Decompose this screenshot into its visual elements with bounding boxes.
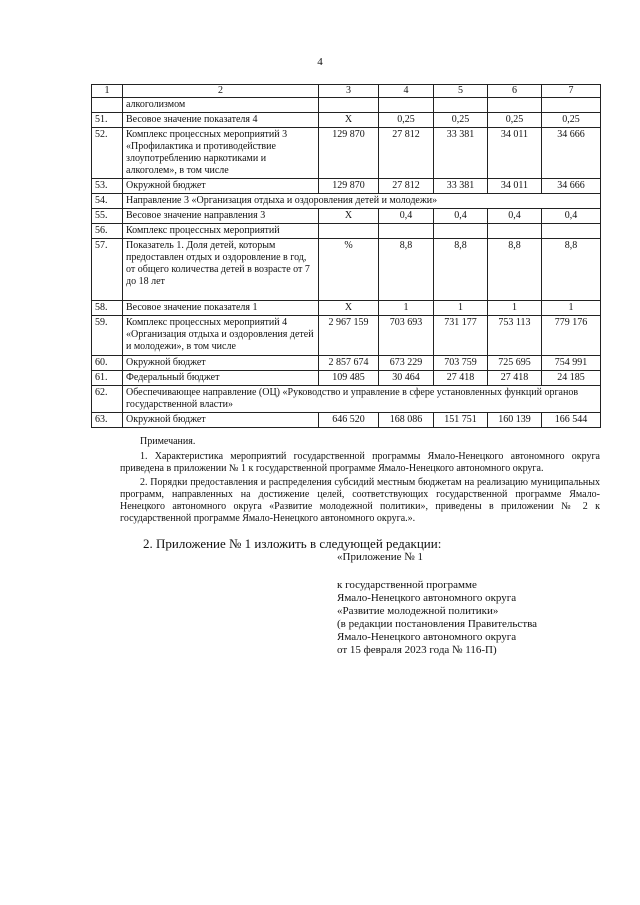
table-row bbox=[92, 371, 601, 386]
value-cell: 34 011 bbox=[488, 179, 542, 194]
row-number-cell: 55. bbox=[92, 209, 123, 224]
value-cell: 0,4 bbox=[488, 209, 542, 224]
value-cell bbox=[542, 98, 601, 113]
value-cell: 2 857 674 bbox=[319, 356, 379, 371]
row-number-cell: 59. bbox=[92, 316, 123, 356]
header-cell: 6 bbox=[488, 85, 542, 98]
row-number-cell: 56. bbox=[92, 224, 123, 239]
value-cell bbox=[379, 98, 434, 113]
row-name-cell: Окружной бюджет bbox=[123, 179, 319, 194]
value-cell: 24 185 bbox=[542, 371, 601, 386]
appendix-label: «Приложение № 1 bbox=[337, 551, 424, 563]
value-cell: 30 464 bbox=[379, 371, 434, 386]
value-cell: 0,25 bbox=[434, 113, 488, 128]
value-cell: 109 485 bbox=[319, 371, 379, 386]
table-header-row bbox=[92, 85, 601, 98]
value-cell: 8,8 bbox=[542, 239, 601, 301]
value-cell: 0,25 bbox=[379, 113, 434, 128]
row-name-cell: Комплекс процессных мероприятий 3 «Профилактика и противодействие злоупотреблению наркотиками и алкоголем», в том числе bbox=[123, 128, 319, 179]
appendix-line: «Развитие молодежной политики» bbox=[337, 605, 499, 617]
value-cell: X bbox=[319, 113, 379, 128]
table-row bbox=[92, 179, 601, 194]
value-cell: 0,4 bbox=[434, 209, 488, 224]
value-cell: 166 544 bbox=[542, 413, 601, 428]
value-cell bbox=[488, 224, 542, 239]
header-cell: 3 bbox=[319, 85, 379, 98]
value-cell: % bbox=[319, 239, 379, 301]
note-item-1: 1. Характеристика мероприятий государственной программы Ямало-Ненецкого автономного округа приведена в приложении № 1 к государственной программе Ямало-Ненецкого автономного округа. bbox=[120, 451, 600, 474]
value-cell bbox=[434, 98, 488, 113]
value-cell: 8,8 bbox=[488, 239, 542, 301]
value-cell: 673 229 bbox=[379, 356, 434, 371]
row-name-cell: Направление 3 «Организация отдыха и оздоровления детей и молодежи» bbox=[123, 194, 601, 209]
value-cell: 129 870 bbox=[319, 179, 379, 194]
value-cell: 1 bbox=[488, 301, 542, 316]
row-name-cell: Комплекс процессных мероприятий 4 «Организация отдыха и оздоровления детей и молодежи», в том числе bbox=[123, 316, 319, 356]
value-cell: X bbox=[319, 209, 379, 224]
value-cell: 8,8 bbox=[434, 239, 488, 301]
change-item-heading: 2. Приложение № 1 изложить в следующей редакции: bbox=[143, 536, 442, 551]
notes-section bbox=[120, 436, 600, 527]
table-row bbox=[92, 194, 601, 209]
row-name-cell: Комплекс процессных мероприятий bbox=[123, 224, 319, 239]
value-cell bbox=[379, 224, 434, 239]
table-row bbox=[92, 113, 601, 128]
table-row bbox=[92, 356, 601, 371]
row-number-cell: 54. bbox=[92, 194, 123, 209]
table-row bbox=[92, 224, 601, 239]
appendix-line: Ямало-Ненецкого автономного округа bbox=[337, 631, 517, 643]
appendix-line: Ямало-Ненецкого автономного округа bbox=[337, 592, 517, 604]
value-cell: 703 693 bbox=[379, 316, 434, 356]
value-cell: 1 bbox=[379, 301, 434, 316]
value-cell: 27 418 bbox=[434, 371, 488, 386]
value-cell: 33 381 bbox=[434, 179, 488, 194]
row-number-cell: 63. bbox=[92, 413, 123, 428]
row-number-cell: 60. bbox=[92, 356, 123, 371]
value-cell bbox=[319, 224, 379, 239]
value-cell: 1 bbox=[434, 301, 488, 316]
row-number-cell: 51. bbox=[92, 113, 123, 128]
value-cell: 754 991 bbox=[542, 356, 601, 371]
value-cell: 646 520 bbox=[319, 413, 379, 428]
row-name-cell: Окружной бюджет bbox=[123, 413, 319, 428]
value-cell bbox=[319, 98, 379, 113]
value-cell: 725 695 bbox=[488, 356, 542, 371]
table-row bbox=[92, 413, 601, 428]
row-name-cell: Федеральный бюджет bbox=[123, 371, 319, 386]
value-cell: 8,8 bbox=[379, 239, 434, 301]
page-number: 4 bbox=[317, 56, 323, 68]
row-name-cell: Весовое значение направления 3 bbox=[123, 209, 319, 224]
table-row bbox=[92, 239, 601, 301]
value-cell bbox=[434, 224, 488, 239]
appendix-line: к государственной программе bbox=[337, 579, 477, 591]
row-number-cell: 58. bbox=[92, 301, 123, 316]
value-cell: X bbox=[319, 301, 379, 316]
table-body bbox=[92, 85, 601, 428]
row-number-cell: 62. bbox=[92, 386, 123, 413]
table-row bbox=[92, 301, 601, 316]
header-cell: 7 bbox=[542, 85, 601, 98]
header-cell: 5 bbox=[434, 85, 488, 98]
value-cell: 33 381 bbox=[434, 128, 488, 179]
row-number-cell: 53. bbox=[92, 179, 123, 194]
value-cell: 151 751 bbox=[434, 413, 488, 428]
row-number-cell: 52. bbox=[92, 128, 123, 179]
header-cell: 2 bbox=[123, 85, 319, 98]
table-row bbox=[92, 128, 601, 179]
value-cell bbox=[542, 224, 601, 239]
appendix-line: от 15 февраля 2023 года № 116-П) bbox=[337, 644, 497, 656]
table-row bbox=[92, 209, 601, 224]
table-row bbox=[92, 386, 601, 413]
row-number-cell bbox=[92, 98, 123, 113]
appendix-reference-block bbox=[337, 579, 537, 657]
value-cell: 0,4 bbox=[379, 209, 434, 224]
value-cell: 168 086 bbox=[379, 413, 434, 428]
value-cell: 129 870 bbox=[319, 128, 379, 179]
row-name-cell: Окружной бюджет bbox=[123, 356, 319, 371]
value-cell: 703 759 bbox=[434, 356, 488, 371]
value-cell: 27 812 bbox=[379, 128, 434, 179]
budget-table bbox=[91, 84, 601, 428]
value-cell: 731 177 bbox=[434, 316, 488, 356]
table-row bbox=[92, 316, 601, 356]
row-number-cell: 57. bbox=[92, 239, 123, 301]
value-cell: 27 812 bbox=[379, 179, 434, 194]
row-name-cell: Обеспечивающее направление (ОЦ) «Руководство и управление в сфере установленных функций органов государственной власти» bbox=[123, 386, 601, 413]
header-cell: 1 bbox=[92, 85, 123, 98]
value-cell: 27 418 bbox=[488, 371, 542, 386]
continuation-row bbox=[92, 98, 601, 113]
value-cell: 34 011 bbox=[488, 128, 542, 179]
value-cell: 779 176 bbox=[542, 316, 601, 356]
row-name-cell: Показатель 1. Доля детей, которым предоставлен отдых и оздоровление в год, от общего количества детей в возрасте от 7 до 18 лет bbox=[123, 239, 319, 301]
value-cell: 0,4 bbox=[542, 209, 601, 224]
value-cell: 160 139 bbox=[488, 413, 542, 428]
value-cell: 753 113 bbox=[488, 316, 542, 356]
value-cell: 0,25 bbox=[488, 113, 542, 128]
appendix-line: (в редакции постановления Правительства bbox=[337, 618, 538, 630]
value-cell: 34 666 bbox=[542, 128, 601, 179]
row-name-cell: Весовое значение показателя 1 bbox=[123, 301, 319, 316]
value-cell: 2 967 159 bbox=[319, 316, 379, 356]
row-number-cell: 61. bbox=[92, 371, 123, 386]
value-cell bbox=[488, 98, 542, 113]
notes-title: Примечания. bbox=[140, 436, 196, 447]
note-item-2: 2. Порядки предоставления и распределения субсидий местным бюджетам на реализацию муниципальных программ, направленных на достижение целей, соответствующих государственной программе Ямало-Ненецкого автономного округа «Развитие молодежной политики», приведены в приложении № 2 к государственной программе Ямало-Ненецкого автономного округа.». bbox=[120, 477, 600, 524]
row-name-cell: Весовое значение показателя 4 bbox=[123, 113, 319, 128]
header-cell: 4 bbox=[379, 85, 434, 98]
value-cell: 34 666 bbox=[542, 179, 601, 194]
value-cell: 0,25 bbox=[542, 113, 601, 128]
row-name-cell: алкоголизмом bbox=[123, 98, 319, 113]
value-cell: 1 bbox=[542, 301, 601, 316]
